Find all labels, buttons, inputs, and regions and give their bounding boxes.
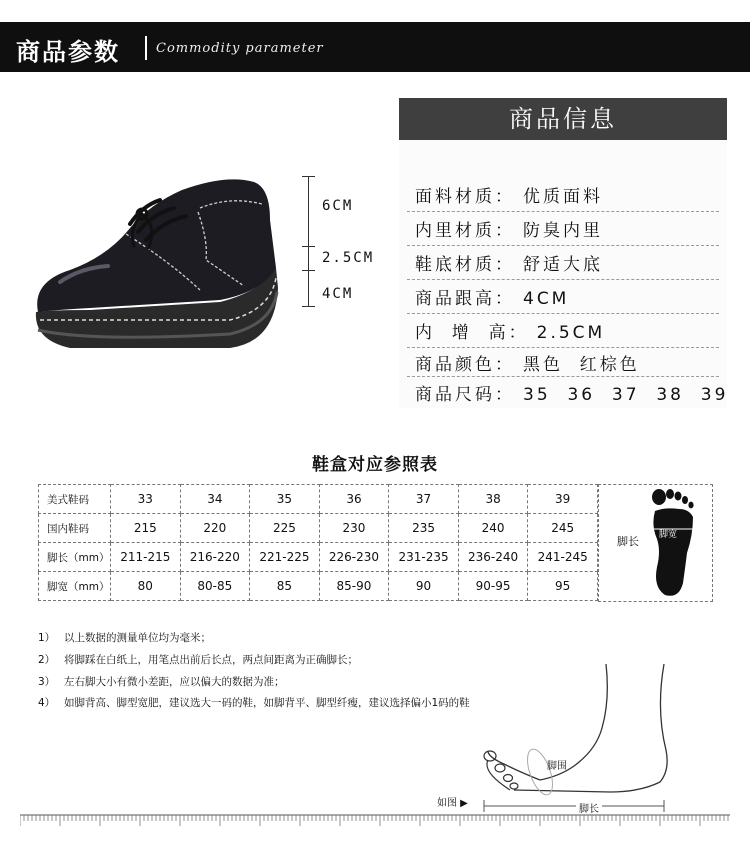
length-label: 脚长 bbox=[576, 800, 602, 815]
title-divider bbox=[145, 36, 147, 60]
section-subtitle: Commodity parameter bbox=[156, 41, 324, 56]
table-cell: 80-85 bbox=[180, 572, 250, 601]
info-row bbox=[415, 250, 603, 280]
info-value: 舒适大底 bbox=[523, 255, 603, 275]
scale-label-heel: 4CM bbox=[322, 286, 354, 302]
table-cell: 231-235 bbox=[389, 543, 459, 572]
info-divider bbox=[407, 279, 719, 280]
footprint-icon bbox=[649, 487, 699, 599]
note-item bbox=[38, 695, 470, 710]
note-item bbox=[38, 652, 358, 667]
table-cell: 35 bbox=[250, 485, 320, 514]
note-number: 3） bbox=[38, 676, 56, 688]
as-shown-label: 如图 ▶ bbox=[437, 798, 468, 809]
note-item bbox=[38, 630, 211, 645]
info-divider bbox=[407, 245, 719, 246]
table-cell: 220 bbox=[180, 514, 250, 543]
table-cell: 34 bbox=[180, 485, 250, 514]
table-row bbox=[39, 572, 598, 601]
table-cell: 236-240 bbox=[458, 543, 528, 572]
table-cell: 33 bbox=[111, 485, 181, 514]
info-value: 优质面料 bbox=[523, 187, 603, 207]
scale-tick bbox=[302, 306, 315, 307]
foot-width-label: 脚宽 bbox=[659, 530, 678, 540]
row-header: 国内鞋码 bbox=[39, 514, 111, 543]
table-cell: 211-215 bbox=[111, 543, 181, 572]
table-cell: 226-230 bbox=[319, 543, 389, 572]
size-table bbox=[38, 484, 598, 601]
table-cell: 90 bbox=[389, 572, 459, 601]
section-title: 商品参数 bbox=[16, 38, 120, 66]
info-key: 商品跟高： bbox=[415, 289, 515, 309]
note-number: 2） bbox=[38, 654, 56, 666]
info-value: 防臭内里 bbox=[523, 221, 603, 241]
table-cell: 90-95 bbox=[458, 572, 528, 601]
note-text: 以上数据的测量单位均为毫米； bbox=[64, 632, 211, 644]
table-row bbox=[39, 514, 598, 543]
table-row bbox=[39, 485, 598, 514]
info-key: 商品颜色： bbox=[415, 355, 515, 375]
note-text: 如脚背高、脚型宽肥，建议选大一码的鞋，如脚背平、脚型纤瘦，建议选择偏小1码的鞋 bbox=[64, 697, 470, 709]
note-text: 左右脚大小有微小差距，应以偏大的数据为准； bbox=[64, 676, 285, 688]
table-cell: 85 bbox=[250, 572, 320, 601]
table-cell: 38 bbox=[458, 485, 528, 514]
table-cell: 85-90 bbox=[319, 572, 389, 601]
table-cell: 230 bbox=[319, 514, 389, 543]
foot-length-label: 脚长 bbox=[617, 535, 639, 548]
table-cell: 225 bbox=[250, 514, 320, 543]
info-value: 4CM bbox=[523, 289, 570, 309]
foot-diagram bbox=[598, 484, 713, 602]
info-value: 35 36 37 38 39 bbox=[523, 385, 729, 405]
info-panel-header bbox=[399, 98, 727, 140]
info-row bbox=[415, 284, 569, 314]
info-row bbox=[415, 318, 605, 348]
table-cell: 245 bbox=[528, 514, 598, 543]
section-header bbox=[0, 22, 750, 72]
info-value: 2.5CM bbox=[536, 323, 606, 343]
scale-label-upper: 6CM bbox=[322, 198, 354, 214]
info-panel bbox=[399, 140, 727, 408]
table-cell: 215 bbox=[111, 514, 181, 543]
girth-label: 脚围 bbox=[547, 761, 567, 772]
row-header: 美式鞋码 bbox=[39, 485, 111, 514]
info-divider bbox=[407, 313, 719, 314]
scale-tick bbox=[302, 270, 315, 271]
ruler bbox=[20, 814, 730, 828]
info-row bbox=[415, 216, 603, 246]
table-cell: 36 bbox=[319, 485, 389, 514]
scale-tick bbox=[302, 246, 315, 247]
table-cell: 235 bbox=[389, 514, 459, 543]
table-cell: 221-225 bbox=[250, 543, 320, 572]
shoe-image bbox=[30, 170, 285, 365]
table-cell: 39 bbox=[528, 485, 598, 514]
info-key: 内里材质： bbox=[415, 221, 515, 241]
row-header: 脚宽（mm） bbox=[39, 572, 111, 601]
note-item bbox=[38, 674, 285, 689]
note-number: 4） bbox=[38, 697, 56, 709]
info-key: 商品尺码： bbox=[415, 385, 515, 405]
table-cell: 95 bbox=[528, 572, 598, 601]
info-key: 面料材质： bbox=[415, 187, 515, 207]
scale-line bbox=[308, 176, 309, 306]
table-cell: 241-245 bbox=[528, 543, 598, 572]
table-cell: 37 bbox=[389, 485, 459, 514]
info-panel-title: 商品信息 bbox=[509, 105, 617, 133]
info-divider bbox=[407, 376, 719, 377]
note-number: 1） bbox=[38, 632, 56, 644]
info-divider bbox=[407, 211, 719, 212]
table-cell: 240 bbox=[458, 514, 528, 543]
info-divider bbox=[407, 347, 719, 348]
note-text: 将脚踩在白纸上，用笔点出前后长点，两点间距离为正确脚长； bbox=[64, 654, 358, 666]
info-value: 黑色 红棕色 bbox=[523, 355, 640, 375]
scale-label-insole: 2.5CM bbox=[322, 250, 375, 266]
table-row bbox=[39, 543, 598, 572]
info-key: 鞋底材质： bbox=[415, 255, 515, 275]
size-table-title: 鞋盒对应参照表 bbox=[312, 455, 438, 475]
row-header: 脚长（mm） bbox=[39, 543, 111, 572]
info-key: 内 增 高： bbox=[415, 323, 529, 343]
foot-measure-illustration bbox=[470, 660, 710, 820]
info-row bbox=[415, 380, 728, 410]
table-cell: 80 bbox=[111, 572, 181, 601]
scale-tick bbox=[302, 176, 315, 177]
table-cell: 216-220 bbox=[180, 543, 250, 572]
info-row bbox=[415, 182, 603, 212]
